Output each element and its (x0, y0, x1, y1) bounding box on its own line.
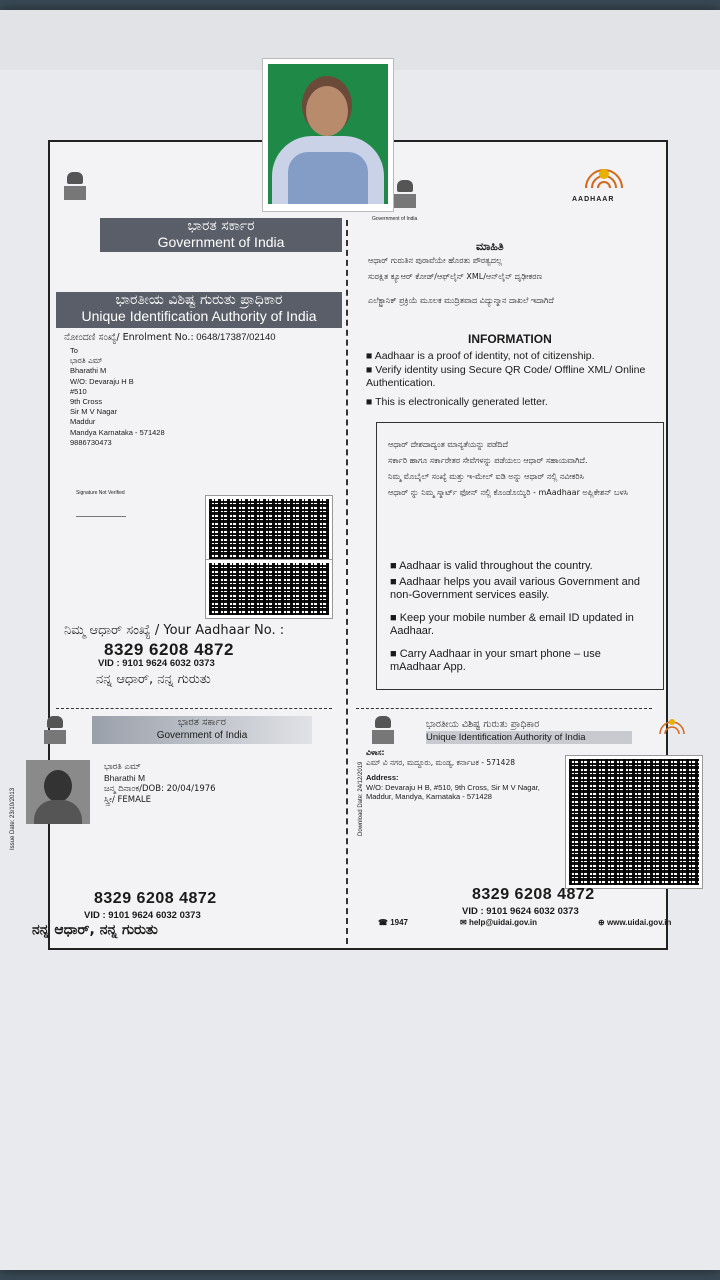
box-kannada-list (388, 440, 654, 498)
national-emblem-icon (44, 716, 66, 748)
cut-line (56, 708, 332, 709)
box-kn-item: ಆಧಾರ್ ದೇಶದಾದ್ಯಂತ ಮಾನ್ಯತೆಯನ್ನು ಪಡೆದಿದೆ (388, 440, 509, 449)
card-details (104, 762, 216, 806)
box-en-item: ■ Aadhaar helps you avail various Government and non-Government services easily. (390, 576, 641, 601)
address-line: Maddur (70, 417, 96, 427)
uidai-banner (56, 292, 342, 328)
box-kn-item: ಆಧಾರ್ ನ್ನು ನಿಮ್ಮ ಸ್ಮಾರ್ಟ್ ಫೋನ್ ನಲ್ಲಿ ಕೊಂಡೊಯ್ಯಿರಿ - mAadhaar ಅಪ್ಲಿಕೇಶನ್ ಬಳಸಿ (388, 488, 628, 497)
card-gender: ಸ್ತ್ರೀ/ FEMALE (104, 795, 152, 805)
address-label: Address: (366, 773, 399, 782)
issue-date: Issue Date: 23/10/2013 (10, 787, 16, 850)
gov-banner (100, 218, 342, 252)
national-emblem-icon (372, 716, 394, 748)
card-gov-kn: ಭಾರತ ಸರ್ಕಾರ (178, 717, 226, 728)
address-line: ಭಾರತಿ ಎಮ್ (70, 356, 103, 366)
national-emblem-icon (64, 172, 86, 204)
box-kn-item: ನಿಮ್ಮ ಮೊಬೈಲ್ ಸಂಖ್ಯೆ ಮತ್ತು ಇ-ಮೇಲ್ ಐಡಿ ಅನ್ನು ಆಧಾರ್ ನಲ್ಲಿ ನವೀಕರಿಸಿ (388, 472, 584, 481)
address-en: W/O: Devaraju H B, #510, 9th Cross, Sir M V Nagar, Maddur, Mandya, Karnataka - 571428 (366, 782, 540, 801)
footer-email: ✉ help@uidai.gov.in (460, 918, 538, 927)
info-bullet: ■ Aadhaar is a proof of identity, not of citizenship. (366, 350, 595, 362)
cut-line (356, 708, 652, 709)
kn-bullet: ಎಲೆಕ್ಟ್ರಾನಿಕ್ ಪ್ರಕ್ರಿಯೆ ಮೂಲಕ ಮುದ್ರಿತವಾದ ವಿದ್ಯುನ್ಮಾನ ದಾಖಲೆ ಇದಾಗಿದೆ (368, 296, 554, 305)
card-uidai-en: Unique Identification Authority of India (426, 731, 632, 744)
gov-english: Government of India (157, 234, 285, 250)
card-vid: VID : 9101 9624 6032 0373 (84, 910, 201, 921)
enrolment-label: ನೋಂದಣಿ ಸಂಖ್ಯೆ/ Enrolment No.: (64, 332, 194, 343)
card-aadhaar-number: 8329 6208 4872 (94, 890, 217, 907)
back-aadhaar-number: 8329 6208 4872 (472, 886, 595, 903)
gov-kannada: ಭಾರತ ಸರ್ಕಾರ (187, 218, 255, 234)
qr-code-icon (206, 560, 332, 618)
vid-number: VID : 9101 9624 6032 0373 (98, 658, 215, 669)
box-en-item: ■ Carry Aadhaar in your smart phone – use mAadhaar App. (390, 648, 601, 673)
info-bullet: ■ This is electronically generated letter. (366, 396, 548, 408)
address-line: Bharathi M (70, 366, 107, 376)
back-vid: VID : 9101 9624 6032 0373 (462, 906, 579, 917)
card-uidai (426, 718, 632, 744)
uidai-english: Unique Identification Authority of India (81, 308, 317, 324)
mahiti-title: ಮಾಹಿತಿ (476, 240, 504, 253)
address-line: Sir M V Nagar (70, 407, 118, 417)
card-back-address (366, 748, 556, 802)
address-line: 9th Cross (70, 397, 103, 407)
gov-small: Government of India (372, 216, 418, 222)
aadhaar-number: 8329 6208 4872 (104, 640, 234, 659)
box-kn-item: ಸರ್ಕಾರಿ ಹಾಗೂ ಸರ್ಕಾರೇತರ ಸೇವೆಗಳನ್ನು ಪಡೆಯಲು ಆಧಾರ್ ಸಹಾಯವಾಗಿದೆ. (388, 456, 588, 465)
card-slogan: ನನ್ನ ಆಧಾರ್, ನನ್ನ ಗುರುತು (32, 922, 158, 938)
download-date: Download Date: 24/12/2019 (358, 761, 364, 836)
card-name: Bharathi M (104, 773, 146, 783)
aadhaar-logo-icon (650, 716, 694, 740)
footer-phone: ☎ 1947 (378, 918, 408, 927)
address-line: W/O: Devaraju H B (70, 376, 134, 386)
card-gov-banner (92, 716, 312, 744)
enrolment-number: 0648/17387/02140 (196, 332, 276, 343)
aadhaar-logo-text: AADHAAR (572, 196, 615, 203)
holder-photo (262, 58, 394, 212)
address-line: Mandya Karnataka - 571428 (70, 427, 165, 437)
enrolment-row (64, 332, 276, 343)
card-photo (26, 760, 90, 824)
card-dob: ಜನ್ಮ ದಿನಾಂಕ/DOB: 20/04/1976 (104, 784, 216, 794)
recipient-address (70, 346, 250, 448)
address-kn: ಎಮ್ ವಿ ನಗರ, ಮದ್ದೂರು, ಮಂಡ್ಯ, ಕರ್ನಾಟಕ - 571428 (366, 757, 516, 767)
box-en-item: ■ Keep your mobile number & email ID updated in Aadhaar. (390, 612, 634, 637)
aadhaar-logo-icon (566, 166, 642, 196)
information-title: INFORMATION (468, 332, 552, 346)
card-name-kn: ಭಾರತಿ ಎಮ್ (104, 762, 141, 772)
qr-code-icon (566, 756, 702, 888)
address-line: #510 (70, 386, 87, 396)
box-en-item: ■ Aadhaar is valid throughout the country. (390, 560, 593, 572)
kannada-info-list (368, 256, 648, 306)
signature-stamp: Signature Not Verified (76, 490, 125, 496)
kn-bullet: ಸುರಕ್ಷಿತ ಕ್ಯೂಆರ್ ಕೋಡ್/ಆಫ್‌ಲೈನ್ XML/ಆನ್‌ಲೈನ್ ದೃಢೀಕರಣ (368, 272, 543, 281)
signature-mark (76, 498, 126, 517)
info-bullet: ■ Verify identity using Secure QR Code/ Offline XML/ Online Authentication. (366, 364, 646, 389)
slogan: ನನ್ನ ಆಧಾರ್, ನನ್ನ ಗುರುತು (96, 672, 211, 687)
card-uidai-kn: ಭಾರತೀಯ ವಿಶಿಷ್ಟ ಗುರುತು ಪ್ರಾಧಿಕಾರ (426, 719, 540, 730)
your-aadhaar-label: ನಿಮ್ಮ ಆಧಾರ್ ಸಂಖ್ಯೆ / Your Aadhaar No. : (64, 623, 285, 638)
footer-web: ⊕ www.uidai.gov.in (598, 918, 672, 927)
address-kn-label: ವಿಳಾಸ: (366, 748, 385, 757)
address-line: To (70, 346, 78, 355)
card-gov-en: Government of India (156, 730, 248, 741)
kn-bullet: ಆಧಾರ್ ಗುರುತಿನ ಪುರಾವೆಯೇ ಹೊರತು ಪೌರತ್ವದಲ್ಲ (368, 256, 503, 265)
fold-line (346, 220, 348, 944)
qr-code-icon (206, 496, 332, 562)
national-emblem-icon (394, 180, 416, 212)
uidai-kannada: ಭಾರತೀಯ ವಿಶಿಷ್ಟ ಗುರುತು ಪ್ರಾಧಿಕಾರ (115, 292, 283, 308)
address-line: 9886730473 (70, 437, 112, 447)
